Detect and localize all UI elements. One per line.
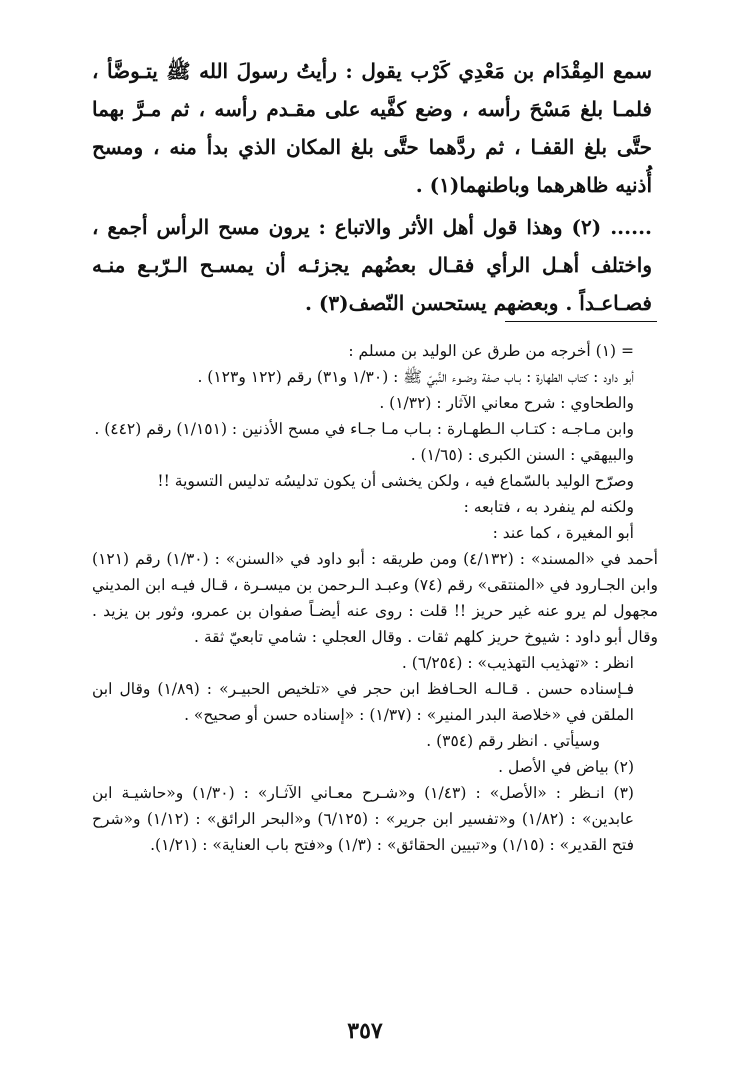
footnote-line: وابن مـاجـه : كتـاب الـطهـارة : بـاب مـا جـاء في مسح الأذنين : (١/١٥١) رقم (٤٤٢) . — [94, 420, 634, 438]
footnote-line: = (١) أخرجه من طرق عن الوليد بن مسلم : — [348, 342, 634, 360]
page-number: ٣٥٧ — [347, 1018, 383, 1044]
footnote-line: انظر : «تهذيب التهذيب» : (٦/٢٥٤) . — [401, 654, 634, 672]
main-paragraph-2: ...... (٢) وهذا قول أهل الأثر والاتباع : يرون مسح الرأس أجمع ، واختلف أهـل الرأي فقـال بعضُهم يجزئـه أن يمسـح الـرّبـع منـه فصـاعـداً . وبعضهم يستحسن النّصف(٣) . — [92, 215, 653, 315]
main-text — [92, 52, 652, 322]
footnote-line: والطحاوي : شرح معاني الآثار : (١/٣٢) . — [379, 394, 634, 412]
footnote-line: فـإسناده حسن . قـالـه الحـافظ ابن حجر في «تلخيص الحبيـر» : (١/٨٩) وقال ابن الملقن في «خلاصة البدر المنير» : (١/٣٧) : «إسناده حسن أو صحيح» . — [92, 680, 634, 724]
footnote-line: ولكنه لم ينفرد به ، فتابعه : — [463, 498, 634, 516]
main-paragraph-1: سمع المِقْدَام بن مَعْدِي كَرْب يقول : رأيتُ رسولَ الله ﷺ يتـوضَّأ ، فلمـا بلغ مَسْحَ رأسه ، وضع كفَّيه على مقـدم رأسه ، ثم مـرَّ بهما حتَّى بلغ القفـا ، ثم ردَّهما حتَّى بلغ المكان الذي بدأ منه ، ومسح أُذنيه ظاهرهما وباطنهما(١) . — [92, 59, 652, 197]
footnote-line: (٣) انـظر : «الأصل» : (١/٤٣) و«شـرح معـاني الآثـار» : (١/٣٠) و«حاشيـة ابن عابدين» : (١/٨٢) و«تفسير ابن جرير» : (٦/١٢٥) و«البحر الرائق» : (١/١٢) و«شرح فتح القدير» : (١/١٥) و«تبيين الحقائق» : (١/٣) و«فتح باب العناية» : (١/٢١). — [92, 784, 634, 854]
footnote-line: أحمد في «المسند» : (٤/١٣٢) ومن طريقه : أبو داود في «السنن» : (١/٣٠) رقم (١٢١) وابن الجـارود في «المنتقى» رقم (٧٤) وعبـد الـرحمن بن ميسـرة ، قـال فيـه ابن المديني مجهول لم يرو عنه غير حريز !! قلت : روى عنه أيضـاً صفوان بن عمرو، وثور بن يزيد . وقال أبو داود : شيوخ حريز كلهم ثقات . وقال العجلي : شامي تابعيّ ثقة . — [92, 550, 658, 646]
footnote-line: (٢) بياض في الأصل . — [498, 758, 634, 776]
footnote-line: وسيأتي . انظر رقم (٣٥٤) . — [426, 732, 600, 750]
footnote-line: وصرّح الوليد بالسّماع فيه ، ولكن يخشى أن يكون تدليسُه تدليس التسوية !! — [157, 472, 634, 490]
footnote-line: والبيهقي : السنن الكبرى : (١/٦٥) . — [410, 446, 634, 464]
footnotes — [92, 338, 658, 858]
footnote-line: أبو داود : كتاب الطهارة : بـاب صفة وضـوء النَّبيّ ﷺ : (١/٣٠ و٣١) رقم (١٢٢ و١٢٣) . — [197, 368, 634, 386]
footnote-separator — [505, 321, 657, 322]
footnote-line: أبو المغيرة ، كما عند : — [492, 524, 634, 542]
